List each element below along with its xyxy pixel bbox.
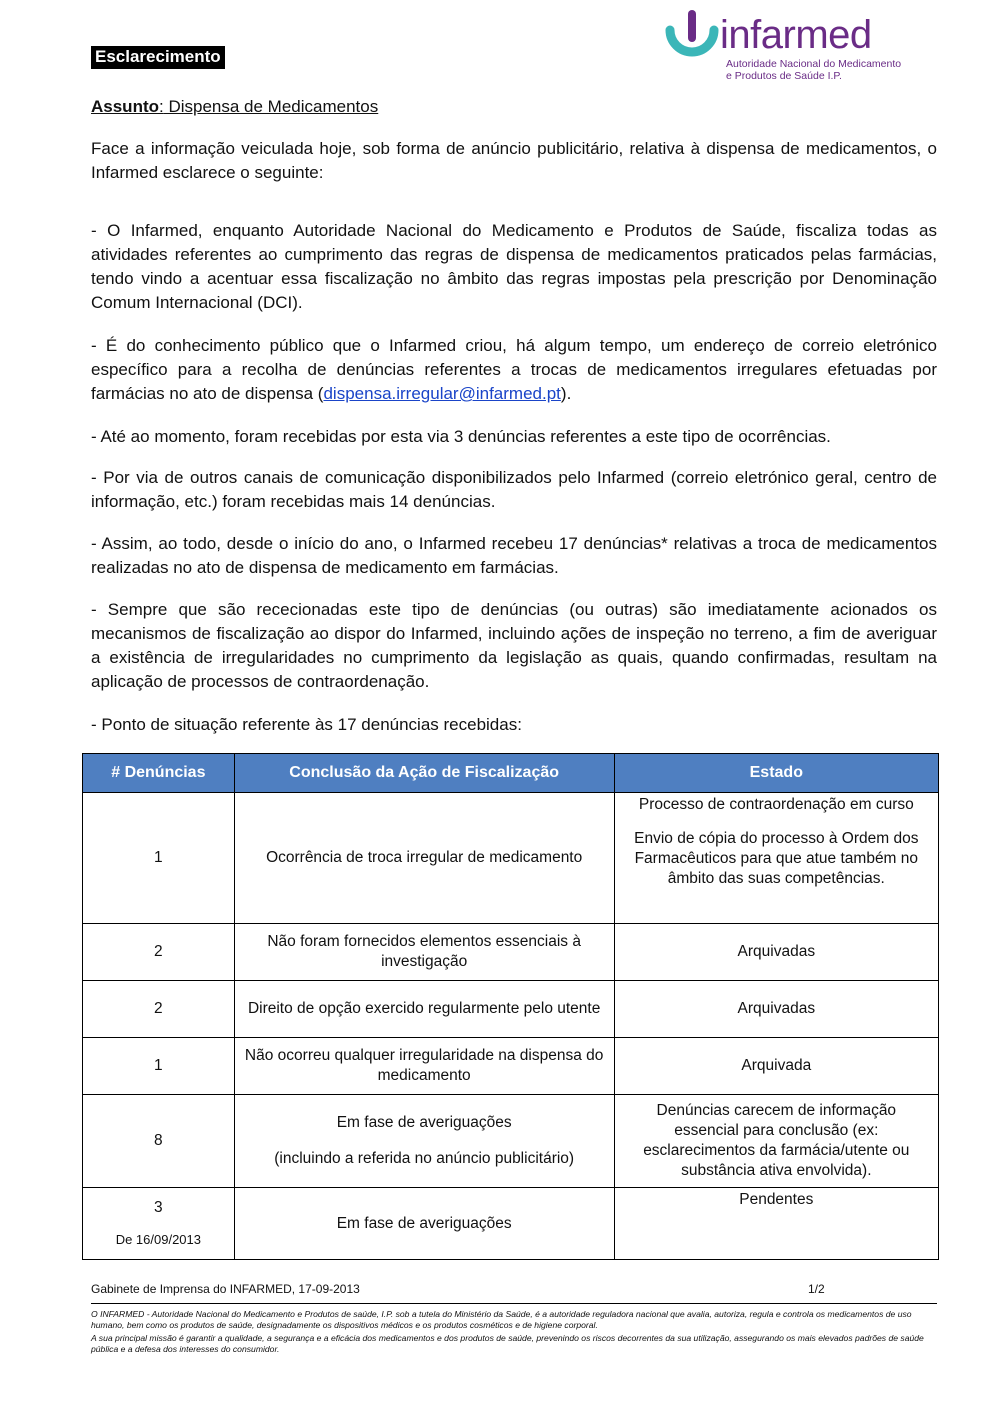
- cell-count: 2: [83, 981, 235, 1038]
- cell-count: [83, 1188, 235, 1260]
- paragraph-status-intro: - Ponto de situação referente às 17 denúncias recebidas:: [91, 715, 522, 734]
- subject-colon: :: [159, 97, 164, 116]
- cell-status: Arquivadas: [614, 924, 938, 981]
- cell-count: 1: [83, 793, 235, 924]
- cell-conclusion: [234, 1095, 614, 1188]
- cell-count: 2: [83, 924, 235, 981]
- cell-status: Pendentes: [614, 1188, 938, 1260]
- infarmed-logo-icon: [662, 8, 722, 68]
- table-row: [83, 1038, 939, 1095]
- document-type-badge: Esclarecimento: [91, 46, 225, 69]
- cell-count: 1: [83, 1038, 235, 1095]
- conclusion-line: (incluindo a referida no anúncio publicitário): [274, 1150, 575, 1167]
- table-row: [83, 793, 939, 924]
- subject-label: Assunto: [91, 97, 159, 116]
- cell-conclusion: Em fase de averiguações: [234, 1188, 614, 1260]
- paragraph-email-end: ).: [560, 384, 572, 403]
- paragraph-other-channels: - Por via de outros canais de comunicação disponibilizados pelo Infarmed (correio eletrónico geral, centro de informação, etc.) foram recebidas mais 14 denúncias.: [91, 468, 937, 511]
- infarmed-logo: [662, 8, 922, 88]
- complaints-table: [82, 753, 939, 1260]
- paragraph-supervision: - O Infarmed, enquanto Autoridade Nacional do Medicamento e Produtos de Saúde, fiscaliza todas as atividades referentes ao cumprimento das regras de dispensa de medicamentos praticados pelas farmácias, tendo vindo a acentuar essa fiscalização no âmbito das regras impostas pela prescrição por Denominação Comum Internacional (DCI).: [91, 221, 937, 312]
- footer-note-about: O INFARMED - Autoridade Nacional do Medicamento e Produtos de saúde, I.P. sob a tutela do Ministério da Saúde, é a autoridade reguladora nacional que avalia, autoriza, regula e controla os medicamentos de uso humano, bem como os produtos de saúde, designadamente os dispositivos médicos e os produtos cosméticos e de higiene corporal.: [91, 1309, 912, 1330]
- cell-status: Denúncias carecem de informação essencial para conclusão (ex: esclarecimentos da farmácia/utente ou substância ativa envolvida).: [614, 1095, 938, 1188]
- subject-value: Dispensa de Medicamentos: [163, 97, 379, 116]
- footer-note-mission: A sua principal missão é garantir a qualidade, a segurança e a eficácia dos medicamentos e dos produtos de saúde, prevenindo os riscos decorrentes da sua utilização, assegurando os mais elevados padrões de saúde pública e a defesa dos interesses do consumidor.: [91, 1333, 924, 1354]
- paragraph-email-text: - É do conhecimento público que o Infarmed criou, há algum tempo, um endereço de correio eletrónico específico para a recolha de denúncias referentes a trocas de medicamentos irregulares efetuadas por farmácias no ato de dispensa (: [91, 336, 937, 403]
- logo-subtitle-line-1: Autoridade Nacional do Medicamento: [726, 58, 902, 70]
- count-value: 3: [154, 1198, 163, 1216]
- table-row: [83, 1095, 939, 1188]
- cell-status: [614, 793, 938, 924]
- subject-line: [91, 96, 378, 118]
- column-header-conclusion: Conclusão da Ação de Fiscalização: [234, 754, 614, 793]
- cell-status: Arquivadas: [614, 981, 938, 1038]
- cell-conclusion: Direito de opção exercido regularmente pelo utente: [234, 981, 614, 1038]
- table-row: [83, 1188, 939, 1260]
- paragraph-email-channel: [91, 334, 937, 406]
- column-header-status: Estado: [614, 754, 938, 793]
- cell-count: 8: [83, 1095, 235, 1188]
- logo-subtitle: [726, 58, 901, 82]
- conclusion-line: Em fase de averiguações: [336, 1114, 512, 1131]
- table-header-row: [83, 754, 939, 793]
- footer-press-office: Gabinete de Imprensa do INFARMED, 17-09-2013: [91, 1282, 360, 1296]
- email-link[interactable]: dispensa.irregular@infarmed.pt: [323, 384, 561, 403]
- cell-conclusion: Não foram fornecidos elementos essenciais à investigação: [234, 924, 614, 981]
- cell-status: Arquivada: [614, 1038, 938, 1095]
- paragraph-total: - Assim, ao todo, desde o início do ano, o Infarmed recebeu 17 denúncias* relativas a troca de medicamentos realizadas no ato de dispensa de medicamento em farmácias.: [91, 534, 937, 577]
- logo-wordmark: infarmed: [720, 13, 872, 57]
- paragraph-actions: - Sempre que são rececionadas este tipo de denúncias (ou outras) são imediatamente acionados os mecanismos de fiscalização ao dispor do Infarmed, incluindo ações de inspeção no terreno, a fim de averiguar a existência de irregularidades no cumprimento da legislação as quais, quando confirmadas, resultam na aplicação de processos de contraordenação.: [91, 600, 937, 691]
- column-header-count: # Denúncias: [83, 754, 235, 793]
- count-date-note: De 16/09/2013: [115, 1231, 201, 1247]
- paragraph-received-email: - Até ao momento, foram recebidas por esta via 3 denúncias referentes a este tipo de ocorrências.: [91, 427, 831, 446]
- cell-conclusion: Não ocorreu qualquer irregularidade na dispensa do medicamento: [234, 1038, 614, 1095]
- footer-page-number: 1/2: [808, 1282, 825, 1296]
- table-row: [83, 924, 939, 981]
- status-line: Processo de contraordenação em curso: [638, 796, 914, 813]
- status-line: Envio de cópia do processo à Ordem dos Farmacêuticos para que atue também no âmbito das suas competências.: [634, 830, 919, 887]
- cell-conclusion: Ocorrência de troca irregular de medicamento: [234, 793, 614, 924]
- intro-paragraph: Face a informação veiculada hoje, sob forma de anúncio publicitário, relativa à dispensa de medicamentos, o Infarmed esclarece o seguinte:: [91, 139, 937, 182]
- table-row: [83, 981, 939, 1038]
- logo-subtitle-line-2: e Produtos de Saúde I.P.: [726, 70, 842, 82]
- footer-divider: [91, 1303, 937, 1304]
